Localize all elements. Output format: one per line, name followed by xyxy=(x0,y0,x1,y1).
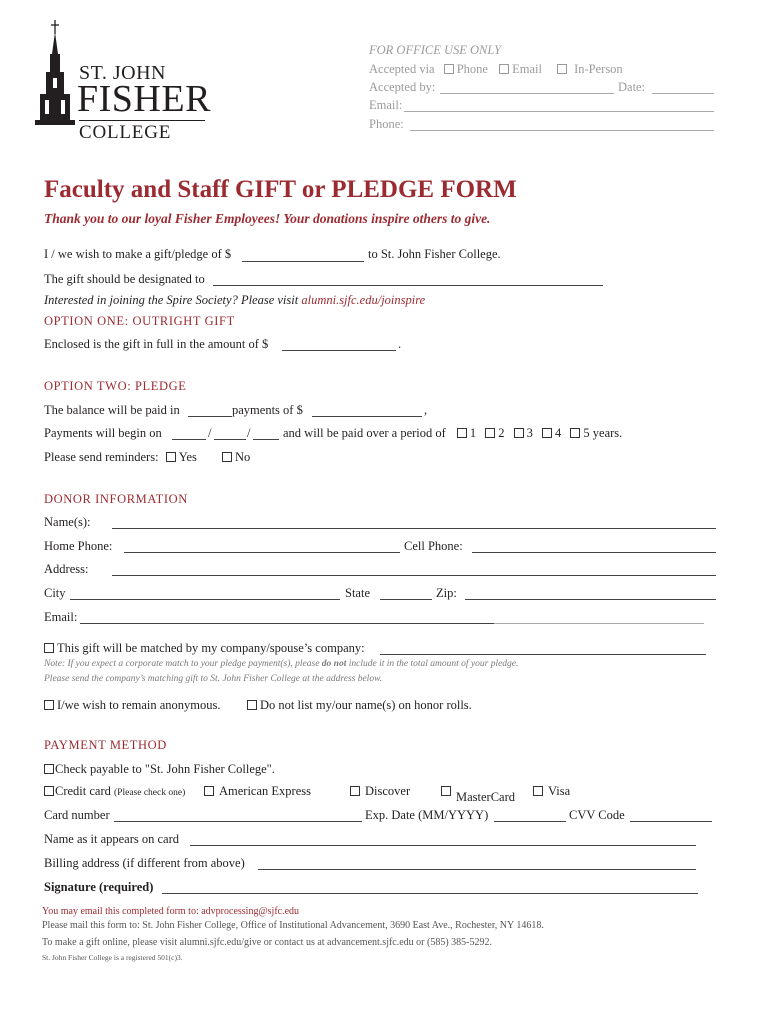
office-title: FOR OFFICE USE ONLY xyxy=(369,43,502,57)
begin-label: Payments will begin on xyxy=(44,426,162,440)
reminders-label: Please send reminders: xyxy=(44,450,159,464)
logo-rule xyxy=(79,120,205,121)
spire-link[interactable]: alumni.sjfc.edu/joinspire xyxy=(301,293,426,307)
amex-label: American Express xyxy=(219,784,311,798)
billing-label: Billing address (if different from above) xyxy=(44,856,245,870)
cell-phone-field[interactable] xyxy=(472,552,716,553)
amex-checkbox[interactable] xyxy=(204,786,214,796)
designated-field[interactable] xyxy=(213,285,603,286)
balance-comma: , xyxy=(424,403,428,417)
years-2-label: 2 xyxy=(498,426,505,440)
cvv-label: CVV Code xyxy=(569,808,625,822)
years-1-checkbox[interactable] xyxy=(457,428,467,438)
home-phone-label: Home Phone: xyxy=(44,539,113,553)
enclosed-period: . xyxy=(398,337,402,351)
college-logo xyxy=(35,20,210,142)
matched-label: This gift will be matched by my company/spouse’s company: xyxy=(57,641,365,655)
card-number-label: Card number xyxy=(44,808,110,822)
period-text: and will be paid over a period of xyxy=(283,426,446,440)
payment-amount-field[interactable] xyxy=(312,416,422,417)
balance-pre: The balance will be paid in xyxy=(44,403,180,417)
reminders-row xyxy=(44,450,250,465)
city-label: City xyxy=(44,586,66,600)
years-4-checkbox[interactable] xyxy=(542,428,552,438)
mastercard-option xyxy=(441,786,515,805)
note1-post: include it in the total amount of your pledge. xyxy=(346,659,519,669)
office-date-label: Date: xyxy=(618,80,646,94)
zip-label: Zip: xyxy=(436,586,457,600)
office-phone-field[interactable] xyxy=(410,130,714,131)
office-inperson-checkbox[interactable] xyxy=(557,64,567,74)
begin-day-field[interactable] xyxy=(214,439,246,440)
card-number-field[interactable] xyxy=(114,821,362,822)
anonymous-checkbox[interactable] xyxy=(44,700,54,710)
address-label: Address: xyxy=(44,562,89,576)
years-3-label: 3 xyxy=(526,426,533,440)
office-email-checkbox[interactable] xyxy=(499,64,509,74)
donor-email-field[interactable] xyxy=(80,623,494,624)
donor-email-field-ext xyxy=(494,623,704,624)
visa-checkbox[interactable] xyxy=(533,786,543,796)
wish-post-text: to St. John Fisher College. xyxy=(368,247,501,261)
years-3-checkbox[interactable] xyxy=(514,428,524,438)
discover-option xyxy=(350,784,410,799)
logo-line1: ST. JOHN xyxy=(79,62,166,84)
discover-checkbox[interactable] xyxy=(350,786,360,796)
footer-registered: St. John Fisher College is a registered 501(c)3. xyxy=(42,953,183,962)
office-accepted-via-row xyxy=(369,62,623,77)
balance-mid: payments of $ xyxy=(232,403,303,417)
mastercard-checkbox[interactable] xyxy=(441,786,451,796)
credit-card-checkbox[interactable] xyxy=(44,786,54,796)
years-1-label: 1 xyxy=(469,426,477,440)
designated-label: The gift should be designated to xyxy=(44,272,205,286)
state-field[interactable] xyxy=(380,599,432,600)
home-phone-field[interactable] xyxy=(124,552,400,553)
option-two-heading: OPTION TWO: PLEDGE xyxy=(44,379,187,393)
reminders-no-label: No xyxy=(235,450,251,464)
spire-text: Interested in joining the Spire Society? Please visit xyxy=(44,293,302,307)
office-phone-checkbox[interactable] xyxy=(444,64,454,74)
cell-phone-label: Cell Phone: xyxy=(404,539,463,553)
wish-pre-text: I / we wish to make a gift/pledge of $ xyxy=(44,247,232,261)
spire-row xyxy=(44,293,425,308)
payment-heading: PAYMENT METHOD xyxy=(44,738,167,752)
office-accepted-by-label: Accepted by: xyxy=(369,80,436,94)
reminders-no-checkbox[interactable] xyxy=(222,452,232,462)
anonymous-label: I/we wish to remain anonymous. xyxy=(57,698,221,712)
footer-mail-line: Please mail this form to: St. John Fisher College, Office of Institutional Advancement, 3690 East Ave., Rochester, NY 14618. xyxy=(42,920,544,931)
years-2-checkbox[interactable] xyxy=(485,428,495,438)
years-5-checkbox[interactable] xyxy=(570,428,580,438)
matched-row xyxy=(44,641,365,656)
city-field[interactable] xyxy=(70,599,340,600)
begin-year-field[interactable] xyxy=(253,439,279,440)
donor-email-label: Email: xyxy=(44,610,78,624)
anonymous-row xyxy=(44,698,221,713)
name-on-card-label: Name as it appears on card xyxy=(44,832,180,846)
office-inperson-label: In-Person xyxy=(574,62,623,76)
signature-label: Signature (required) xyxy=(44,880,154,894)
matched-checkbox[interactable] xyxy=(44,643,54,653)
address-field[interactable] xyxy=(112,575,716,576)
matched-company-field[interactable] xyxy=(380,654,706,655)
mastercard-label: MasterCard xyxy=(456,790,516,804)
amex-option xyxy=(204,784,311,799)
no-list-label: Do not list my/our name(s) on honor rolls. xyxy=(260,698,472,712)
donor-heading: DONOR INFORMATION xyxy=(44,492,188,506)
accepted-via-label: Accepted via xyxy=(369,62,435,76)
names-field[interactable] xyxy=(112,528,716,529)
discover-label: Discover xyxy=(365,784,411,798)
check-payment-label: Check payable to "St. John Fisher College". xyxy=(55,762,275,776)
office-email-field-label: Email: xyxy=(369,98,403,112)
check-payment-checkbox[interactable] xyxy=(44,764,54,774)
cvv-field[interactable] xyxy=(630,821,712,822)
footer-online-line: To make a gift online, please visit alumni.sjfc.edu/give or contact us at advancement.sjfc.edu or (585) 385-5292. xyxy=(42,937,492,948)
note1-bold: do not xyxy=(321,659,347,669)
reminders-yes-label: Yes xyxy=(178,450,197,464)
visa-label: Visa xyxy=(548,784,571,798)
visa-option xyxy=(533,784,570,799)
zip-field[interactable] xyxy=(465,599,716,600)
office-phone-field-label: Phone: xyxy=(369,117,404,131)
note-line-1 xyxy=(44,659,518,669)
enclosed-label: Enclosed is the gift in full in the amount of $ xyxy=(44,337,269,351)
exp-label: Exp. Date (MM/YYYY) xyxy=(365,808,489,822)
form-title: Faculty and Staff GIFT or PLEDGE FORM xyxy=(44,176,517,203)
name-on-card-field[interactable] xyxy=(190,845,696,846)
logo-line3: COLLEGE xyxy=(79,122,172,143)
no-list-checkbox[interactable] xyxy=(247,700,257,710)
spire-icon xyxy=(35,20,75,125)
office-accepted-by-field[interactable] xyxy=(440,93,614,94)
years-5-label: 5 years. xyxy=(583,426,623,440)
form-subtitle: Thank you to our loyal Fisher Employees! Your donations inspire others to give. xyxy=(44,211,491,226)
check-row xyxy=(44,762,275,777)
footer-email-line: You may email this completed form to: advprocessing@sjfc.edu xyxy=(42,906,300,917)
logo-line2: FISHER xyxy=(77,78,211,120)
note1-pre: Note: If you expect a corporate match to your pledge payment(s), please xyxy=(44,659,322,669)
names-label: Name(s): xyxy=(44,515,91,529)
period-row xyxy=(283,426,622,441)
office-email-field[interactable] xyxy=(404,111,714,112)
gift-amount-field[interactable] xyxy=(242,261,364,262)
reminders-yes-checkbox[interactable] xyxy=(166,452,176,462)
gift-amount-row xyxy=(44,247,231,262)
office-phone-label: Phone xyxy=(456,62,488,76)
enclosed-amount-field[interactable] xyxy=(282,350,396,351)
exp-field[interactable] xyxy=(494,821,566,822)
years-4-label: 4 xyxy=(555,426,562,440)
note-line-2: Please send the company’s matching gift to St. John Fisher College at the address below. xyxy=(44,674,383,684)
begin-month-field[interactable] xyxy=(172,439,206,440)
check-one-hint: (Please check one) xyxy=(114,788,186,798)
credit-row xyxy=(44,784,185,799)
begin-slash-2: / xyxy=(247,426,251,440)
option-one-heading: OPTION ONE: OUTRIGHT GIFT xyxy=(44,314,235,328)
payments-count-field[interactable] xyxy=(188,416,232,417)
credit-card-label: Credit card xyxy=(55,784,111,798)
signature-field[interactable] xyxy=(162,893,698,894)
begin-slash-1: / xyxy=(208,426,212,440)
billing-field[interactable] xyxy=(258,869,696,870)
office-email-label: Email xyxy=(512,62,542,76)
no-list-row xyxy=(247,698,472,713)
state-label: State xyxy=(345,586,370,600)
office-date-field[interactable] xyxy=(652,93,714,94)
